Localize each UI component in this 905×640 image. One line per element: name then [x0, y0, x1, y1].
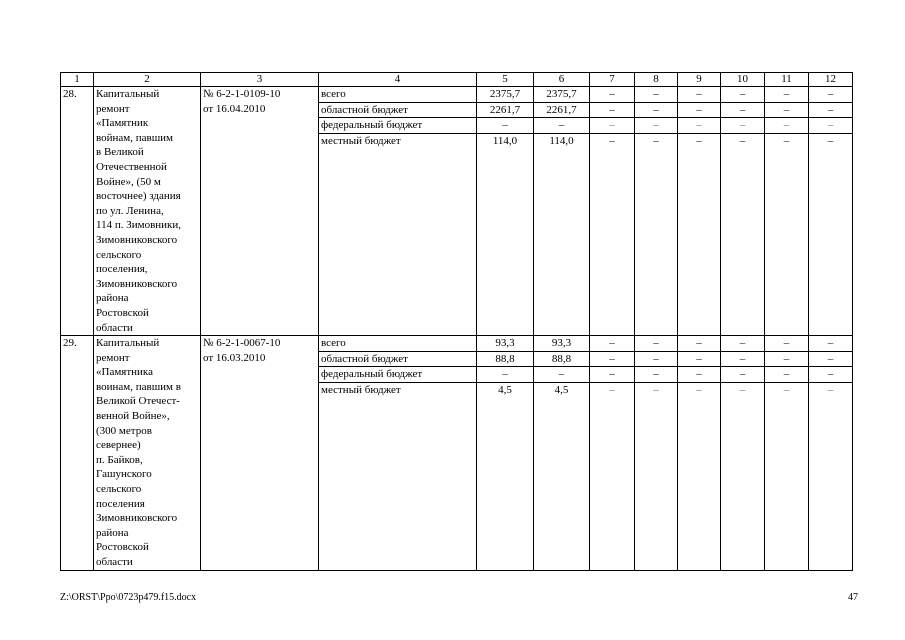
document-reference-line: от 16.03.2010 — [203, 351, 266, 364]
object-name-line: венной Войне», — [96, 410, 170, 423]
object-name-line: в Великой — [96, 146, 144, 159]
year-value: 114,0 — [534, 133, 590, 335]
empty-value-dash: – — [809, 87, 853, 103]
empty-value-dash: – — [721, 351, 765, 367]
object-name-line: Зимовниковского — [96, 233, 178, 246]
object-name-line: Войне», (50 м — [96, 175, 161, 188]
object-name-line: восточнее) здания — [96, 190, 181, 203]
empty-value-dash: – — [765, 87, 809, 103]
empty-value-dash: – — [809, 336, 853, 352]
empty-value-dash: – — [590, 336, 635, 352]
empty-value-dash: – — [809, 102, 853, 118]
empty-value-dash: – — [635, 336, 678, 352]
column-header: 10 — [721, 73, 765, 87]
empty-value-dash: – — [590, 133, 635, 335]
funding-source: федеральный бюджет — [319, 118, 477, 134]
object-name-line: ремонт — [96, 102, 130, 115]
funding-source: местный бюджет — [319, 382, 477, 570]
empty-value-dash: – — [590, 382, 635, 570]
total-value: 93,3 — [477, 336, 534, 352]
object-name-line: севернее) — [96, 439, 141, 452]
empty-value-dash: – — [765, 102, 809, 118]
empty-value-dash: – — [721, 367, 765, 383]
total-value: 2261,7 — [477, 102, 534, 118]
total-value: 88,8 — [477, 351, 534, 367]
total-value: – — [477, 118, 534, 134]
object-name-line: поселения, — [96, 263, 148, 276]
page-number: 47 — [848, 592, 858, 603]
object-name-line: поселения — [96, 497, 145, 510]
empty-value-dash: – — [721, 87, 765, 103]
empty-value-dash: – — [721, 382, 765, 570]
empty-value-dash: – — [590, 118, 635, 134]
total-value: 2375,7 — [477, 87, 534, 103]
object-name-line: района — [96, 526, 129, 539]
total-value: 4,5 — [477, 382, 534, 570]
object-name-line: 114 п. Зимовники, — [96, 219, 182, 232]
empty-value-dash: – — [765, 336, 809, 352]
program-table — [60, 72, 853, 571]
object-name-line: п. Байков, — [96, 453, 143, 466]
document-reference-line: № 6-2-1-0067-10 — [203, 337, 281, 350]
year-value: – — [534, 367, 590, 383]
document-reference-cell — [201, 336, 319, 571]
year-value: 2375,7 — [534, 87, 590, 103]
year-value: 4,5 — [534, 382, 590, 570]
empty-value-dash: – — [590, 102, 635, 118]
total-value: – — [477, 367, 534, 383]
footer-file-path: Z:\ORST\Ppo\0723p479.f15.docx — [60, 592, 197, 603]
object-name-cell — [94, 336, 201, 571]
empty-value-dash: – — [590, 351, 635, 367]
object-name-cell — [94, 87, 201, 336]
year-value: 88,8 — [534, 351, 590, 367]
year-value: 2261,7 — [534, 102, 590, 118]
column-header: 4 — [319, 73, 477, 87]
object-name-line: Отечественной — [96, 160, 167, 173]
object-name-line: Капитальный — [96, 337, 160, 350]
empty-value-dash: – — [635, 133, 678, 335]
object-name-line: «Памятника — [96, 366, 153, 379]
empty-value-dash: – — [765, 382, 809, 570]
column-header: 11 — [765, 73, 809, 87]
empty-value-dash: – — [721, 133, 765, 335]
object-name-line: «Памятник — [96, 117, 149, 130]
object-name-line: Ростовской — [96, 541, 149, 554]
object-name-line: Капитальный — [96, 88, 160, 100]
object-name-line: области — [96, 556, 133, 568]
column-header: 9 — [678, 73, 721, 87]
empty-value-dash: – — [809, 133, 853, 335]
column-header: 5 — [477, 73, 534, 87]
object-name-line: области — [96, 321, 133, 334]
empty-value-dash: – — [590, 367, 635, 383]
empty-value-dash: – — [765, 133, 809, 335]
empty-value-dash: – — [678, 118, 721, 134]
object-name-line: сельского — [96, 248, 142, 261]
empty-value-dash: – — [809, 118, 853, 134]
empty-value-dash: – — [635, 382, 678, 570]
column-header: 12 — [809, 73, 853, 87]
object-name-line: Зимовниковского — [96, 277, 178, 290]
document-reference-line: № 6-2-1-0109-10 — [203, 88, 281, 100]
empty-value-dash: – — [635, 102, 678, 118]
column-header: 8 — [635, 73, 678, 87]
empty-value-dash: – — [678, 367, 721, 383]
object-name-line: Зимовниковского — [96, 512, 178, 525]
column-header: 7 — [590, 73, 635, 87]
empty-value-dash: – — [765, 367, 809, 383]
empty-value-dash: – — [635, 87, 678, 103]
empty-value-dash: – — [635, 351, 678, 367]
object-name-line: воинам, павшим в — [96, 380, 181, 393]
empty-value-dash: – — [765, 118, 809, 134]
object-name-line: войнам, павшим — [96, 131, 174, 144]
object-name-line: ремонт — [96, 351, 130, 364]
object-name-line: Гашунского — [96, 468, 152, 481]
table-row — [61, 87, 853, 103]
empty-value-dash: – — [678, 133, 721, 335]
column-header: 6 — [534, 73, 590, 87]
document-reference-cell — [201, 87, 319, 336]
empty-value-dash: – — [678, 87, 721, 103]
funding-source: федеральный бюджет — [319, 367, 477, 383]
empty-value-dash: – — [721, 336, 765, 352]
empty-value-dash: – — [809, 367, 853, 383]
empty-value-dash: – — [590, 87, 635, 103]
empty-value-dash: – — [678, 351, 721, 367]
empty-value-dash: – — [721, 102, 765, 118]
column-header: 3 — [201, 73, 319, 87]
record-number: 28. — [61, 87, 94, 336]
empty-value-dash: – — [765, 351, 809, 367]
year-value: 93,3 — [534, 336, 590, 352]
object-name-line: Великой Отечест- — [96, 395, 180, 408]
table-body — [61, 73, 853, 571]
empty-value-dash: – — [809, 382, 853, 570]
object-name-line: сельского — [96, 483, 142, 496]
funding-source: всего — [319, 87, 477, 103]
document-reference-line: от 16.04.2010 — [203, 102, 266, 115]
funding-source: всего — [319, 336, 477, 352]
empty-value-dash: – — [809, 351, 853, 367]
record-number: 29. — [61, 336, 94, 571]
empty-value-dash: – — [678, 382, 721, 570]
table-row — [61, 336, 853, 352]
year-value: – — [534, 118, 590, 134]
object-name-line: по ул. Ленина, — [96, 204, 164, 217]
funding-source: областной бюджет — [319, 351, 477, 367]
empty-value-dash: – — [678, 102, 721, 118]
column-number-row — [61, 73, 853, 87]
empty-value-dash: – — [678, 336, 721, 352]
object-name-line: (300 метров — [96, 424, 152, 437]
object-name-line: Ростовской — [96, 306, 149, 319]
object-name-line: района — [96, 292, 129, 305]
empty-value-dash: – — [635, 118, 678, 134]
column-header: 1 — [61, 73, 94, 87]
document-page — [60, 72, 852, 571]
funding-source: местный бюджет — [319, 133, 477, 335]
total-value: 114,0 — [477, 133, 534, 335]
empty-value-dash: – — [721, 118, 765, 134]
funding-source: областной бюджет — [319, 102, 477, 118]
column-header: 2 — [94, 73, 201, 87]
empty-value-dash: – — [635, 367, 678, 383]
